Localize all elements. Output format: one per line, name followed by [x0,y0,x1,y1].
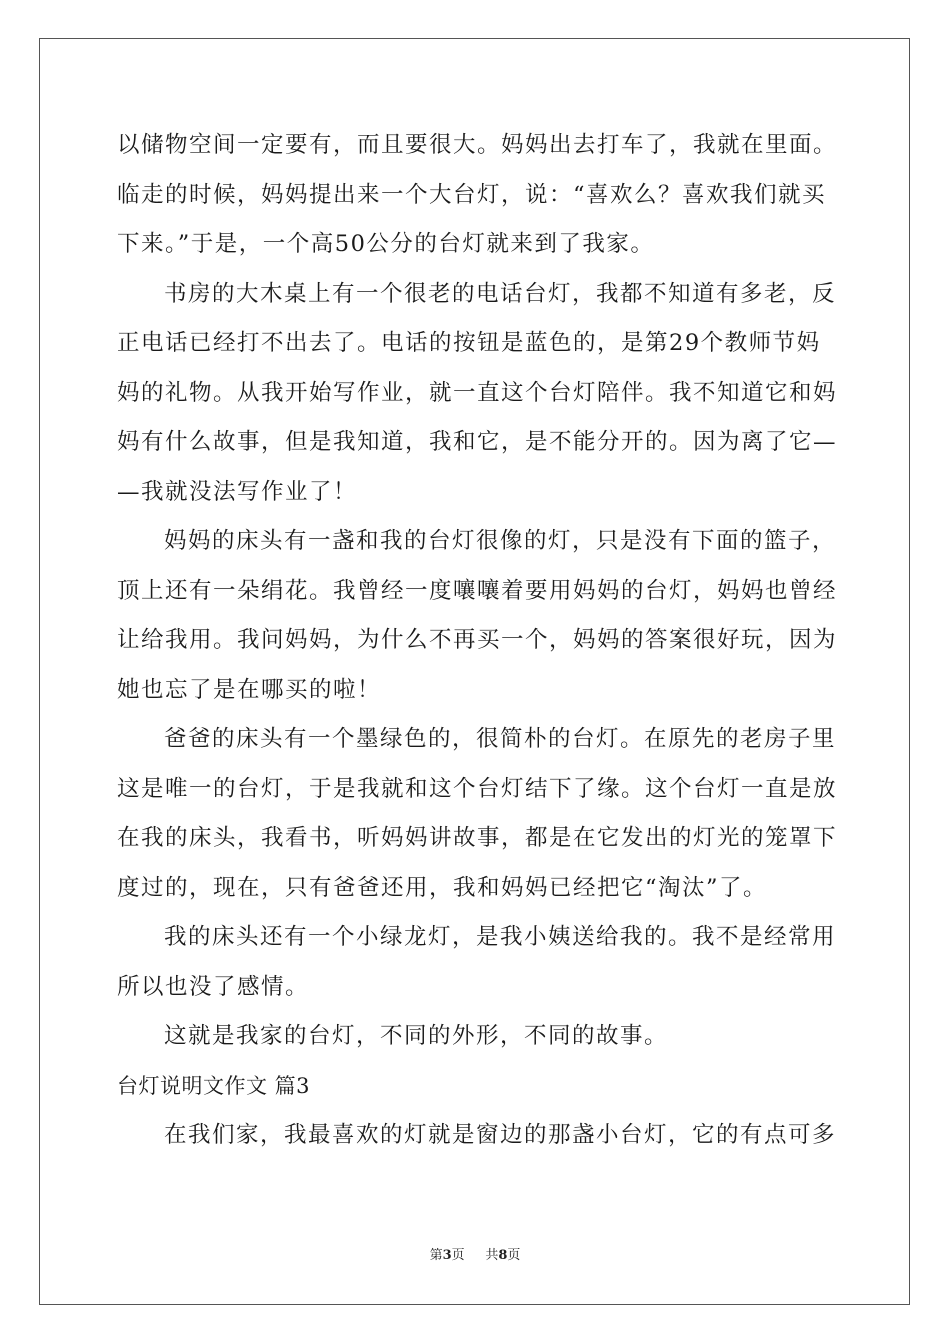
text-line: 在我们家，我最喜欢的灯就是窗边的那盏小台灯，它的有点可多 [164,1122,837,1148]
text-line: —我就没法写作业了！ [117,478,358,505]
text-line: 我的床头还有一个小绿龙灯，是我小姨送给我的。我不是经常用 [164,924,837,950]
text-line: 这是唯一的台灯，于是我就和这个台灯结下了缘。这个台灯一直是放 [117,775,838,802]
document-body [117,121,837,1161]
text-line: 她也忘了是在哪买的啦！ [117,676,382,703]
text-line: 顶上还有一朵绢花。我曾经一度嚷嚷着要用妈妈的台灯，妈妈也曾经 [117,577,838,604]
text-line: 妈妈的床头有一盏和我的台灯很像的灯，只是没有下面的篮子， [164,528,837,554]
page-total: 共8页 [485,1248,521,1263]
text-line: 妈的礼物。从我开始写作业，就一直这个台灯陪伴。我不知道它和妈 [117,379,838,406]
text-line: 这就是我家的台灯，不同的外形，不同的故事。 [164,1023,669,1049]
page-number: 第3页 [429,1248,465,1263]
text-line: 下来。”于是，一个高50公分的台灯就来到了我家。 [117,231,655,257]
text-line: 度过的，现在，只有爸爸还用，我和妈妈已经把它“淘汰”了。 [117,874,768,901]
text-line: 妈有什么故事，但是我知道，我和它，是不能分开的。因为离了它— [117,429,838,455]
section-heading: 台灯说明文作文 篇3 [117,1073,311,1098]
text-line: 所以也没了感情。 [117,973,310,1000]
text-line: 爸爸的床头有一个墨绿色的，很简朴的台灯。在原先的老房子里 [164,726,837,752]
text-line: 让给我用。我问妈妈，为什么不再买一个，妈妈的答案很好玩，因为 [117,627,838,653]
text-line: 书房的大木桌上有一个很老的电话台灯，我都不知道有多老，反 [164,280,837,307]
text-line: 在我的床头，我看书，听妈妈讲故事，都是在它发出的灯光的笼罩下 [117,825,838,851]
text-line: 正电话已经打不出去了。电话的按钮是蓝色的，是第29个教师节妈 [117,330,821,356]
text-line: 临走的时候，妈妈提出来一个大台灯，说：“喜欢么？喜欢我们就买 [117,181,827,208]
text-line: 以储物空间一定要有，而且要很大。妈妈出去打车了，我就在里面。 [117,132,838,158]
page-footer [0,1244,950,1263]
